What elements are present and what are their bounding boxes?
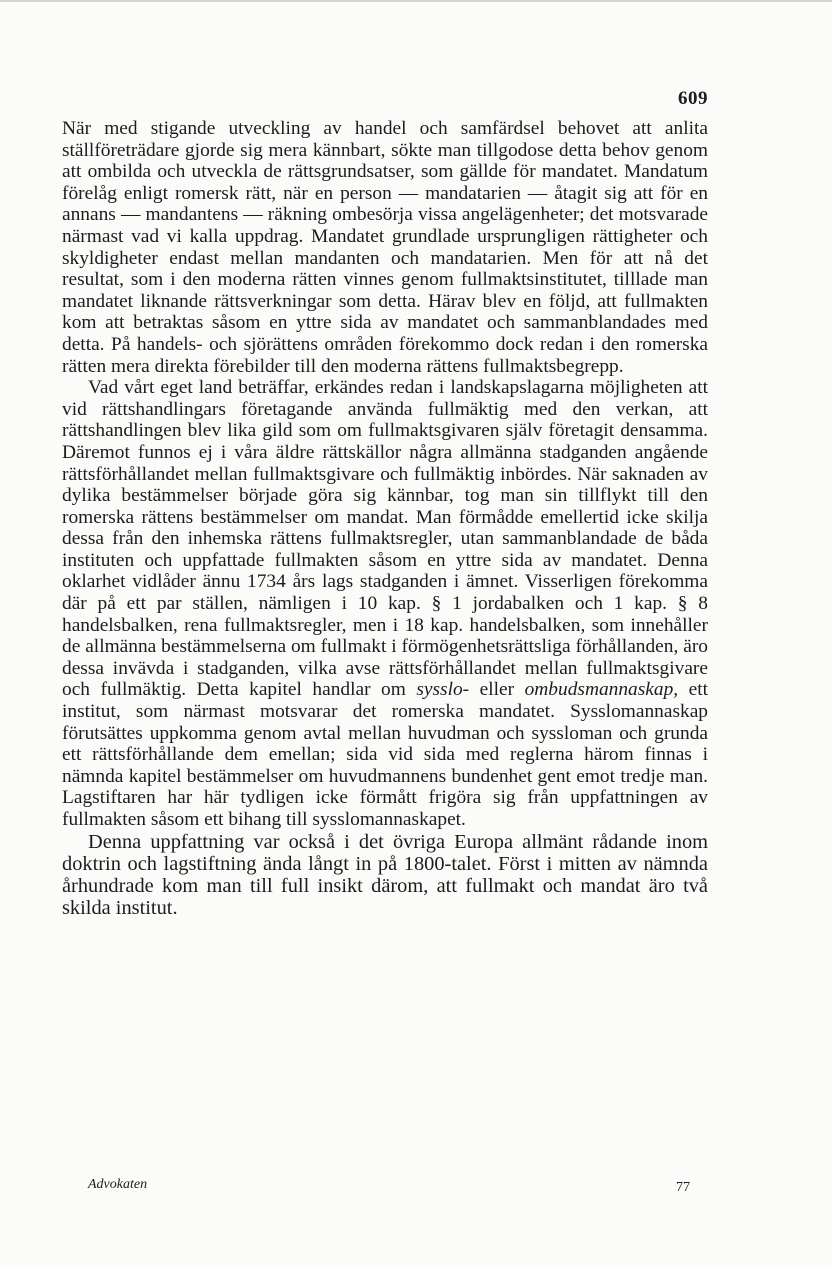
- term-ombudsmannaskap: ombudsmannaskap,: [524, 679, 679, 701]
- top-rule: [0, 0, 832, 2]
- journal-name: Advokaten: [88, 1177, 148, 1192]
- paragraph-2-connector: eller: [469, 679, 525, 701]
- paragraph-2: [62, 377, 708, 830]
- page-number: 609: [678, 88, 708, 109]
- paragraph-2-text-b: ett institut, som närmast motsvarar det romerska mandatet. Sysslomannaskap förutsättes uppkomma genom avtal mellan huvudman och syssloman och grunda ett rättsförhållande dem emellan; sida vid sida med reglerna härom finnas i nämnda kapitel bestämmelser om huvudmannens bundenhet gent emot tredje man. Lagstiftaren har här tydligen icke förmått frigöra sig från uppfattningen av fullmakten såsom ett bihang till sysslomannaskapet.: [62, 679, 709, 830]
- paragraph-3: Denna uppfattning var också i det övriga Europa allmänt rådande inom doktrin och lagstiftning ända långt in på 1800-talet. Först i mitten av nämnda århundrade kom man till full insikt därom, att fullmakt och mandat äro två skilda institut.: [62, 830, 708, 920]
- sheet-number: 77: [676, 1180, 690, 1195]
- term-syssloman: sysslo-: [416, 679, 470, 701]
- paragraph-1: När med stigande utveckling av handel och samfärdsel behovet att anlita ställföreträdare gjorde sig mera kännbart, sökte man tillgodose detta behov genom att ombilda och utveckla de rättsgrundsatser, som gällde för mandatet. Mandatum förelåg enligt romersk rätt, när en person — mandatarien — åtagit sig att för en annans — mandantens — räkning ombesörja vissa angelägenheter; det motsvarade närmast vad vi kalla uppdrag. Mandatet grundlade ursprungligen rättigheter och skyldigheter endast mellan mandanten och mandatarien. Men för att nå det resultat, som i den moderna rätten vinnes genom fullmaktsinstitutet, tilllade man mandatet liknande rättsverkningar som detta. Härav blev en följd, att fullmakten kom att betraktas såsom en yttre sida av mandatet och sammanblandades med detta. På handels- och sjörättens områden förekommo dock redan i den romerska rätten mera direkta förebilder till den moderna rättens fullmaktsbegrepp.: [62, 118, 708, 377]
- body-text: [62, 118, 708, 919]
- paragraph-2-text-a: Vad vårt eget land beträffar, erkändes redan i landskapslagarna möjligheten att vid rättshandlingars företagande använda fullmäktig med den verkan, att rättshandlingen blev lika gild som om fullmaktsgivaren själv företagit densamma. Däremot funnos ej i våra äldre rättskällor några allmänna stadganden angående rättsförhållandet mellan fullmaktsgivare och fullmäktig inbördes. När saknaden av dylika bestämmelser började göra sig kännbar, tog man sin tillflykt till den romerska rättens bestämmelser om mandat. Man förmådde emellertid icke skilja dessa från den inhemska rättens fullmaktsregler, utan sammanblandade de båda instituten och uppfattade fullmakten såsom en yttre sida av mandatet. Denna oklarhet vidlåder ännu 1734 års lags stadganden i ämnet. Visserligen förekomma där på ett par ställen, nämligen i 10 kap. § 1 jordabalken och 1 kap. § 8 handelsbalken, rena fullmaktsregler, men i 18 kap. handelsbalken, som innehåller de allmänna bestämmelserna om fullmakt i förmögenhetsrättsliga förhållanden, äro dessa invävda i stadganden, vilka avse rättsförhållandet mellan fullmaktsgivare och fullmäktig. Detta kapitel handlar om: [62, 377, 708, 701]
